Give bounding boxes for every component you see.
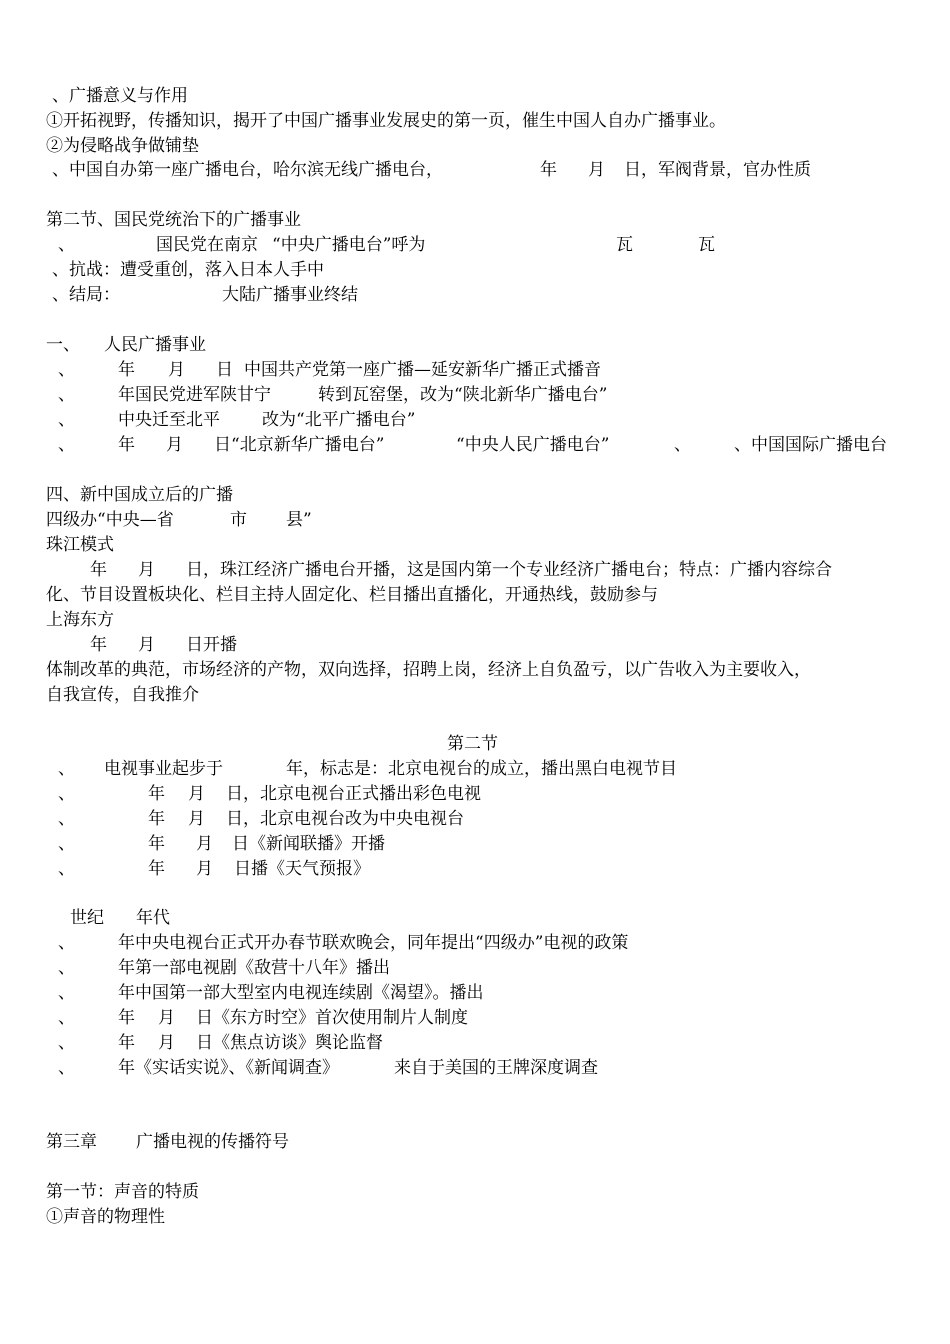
text-line: ②为侵略战争做铺垫 [46,136,199,156]
text-line: 、 [58,933,75,953]
text-line: 日 [216,360,233,380]
text-line: 大陆广播事业终结 [222,285,358,305]
text-line: 电视事业起步于 [104,759,223,779]
section-heading: 第一节：声音的特质 [46,1182,199,1202]
text-line: 、 [58,809,75,829]
text-line: 年第一部电视剧《敌营十八年》播出 [118,958,390,978]
text-line: 年，标志是：北京电视台的成立，播出黑白电视节目 [286,759,677,779]
text-line: 年《实话实说》、《新闻调查》 [118,1058,339,1078]
text-line: 、 [58,1008,75,1028]
text-line: 化、节目设置板块化、栏目主持人固定化、栏目播出直播化，开通热线，鼓励参与 [46,585,658,605]
text-line: 月 [188,809,205,829]
text-line: 日，军阀背景，官办性质 [624,160,811,180]
chapter-heading: 第三章 [46,1132,97,1152]
text-line: 、 [674,435,691,455]
text-line: 年代 [136,908,170,928]
text-line: 、 [58,859,75,879]
text-line: 、 [58,958,75,978]
text-line: 月 [588,160,605,180]
text-line: 日《新闻联播》开播 [232,834,385,854]
text-line: 、中国自办第一座广播电台，哈尔滨无线广播电台， [52,160,443,180]
text-line: 年中国第一部大型室内电视连续剧《渴望》。播出 [118,983,484,1003]
text-line: 日开播 [186,635,237,655]
text-line: 年 [90,560,107,580]
text-line: 改为“北平广播电台” [262,410,416,430]
text-line: 日，珠江经济广播电台开播，这是国内第一个专业经济广播电台；特点：广播内容综合 [186,560,832,580]
text-line: 年 [118,1033,135,1053]
text-line: 、中国国际广播电台 [734,435,887,455]
text-line: 年 [90,635,107,655]
text-line: 年 [148,834,165,854]
text-line: “中央人民广播电台” [456,435,610,455]
text-line: 年 [118,1008,135,1028]
text-line: 、 [58,1058,75,1078]
section-heading: 一、 [46,335,80,355]
text-line: 珠江模式 [46,535,114,555]
text-line: 月 [196,834,213,854]
text-line: 、 [58,983,75,1003]
text-line: 年中央电视台正式开办春节联欢晚会，同年提出“四级办”电视的政策 [118,933,629,953]
text-line: 自我宣传，自我推介 [46,685,199,705]
text-line: 中国共产党第一座广播—延安新华广播正式播音 [244,360,601,380]
text-line: 日《焦点访谈》舆论监督 [196,1033,383,1053]
text-line: 年 [148,784,165,804]
text-line: 月 [168,360,185,380]
text-line: 月 [166,435,183,455]
text-line: 年 [118,435,135,455]
text-line: 、 [58,784,75,804]
section-heading: 四、新中国成立后的广播 [46,485,233,505]
text-line: 、 [58,235,75,255]
text-line: 市 [230,510,247,530]
text-line: 年 [148,859,165,879]
text-line: 中央迁至北平 [118,410,220,430]
text-line: 转到瓦窑堡，改为“陕北新华广播电台” [318,385,608,405]
text-line: “中央广播电台”呼为 [272,235,426,255]
text-line: 日，北京电视台正式播出彩色电视 [226,784,481,804]
text-line: 体制改革的典范，市场经济的产物，双向选择，招聘上岗，经济上自负盈亏，以广告收入为主要收入， [46,660,811,680]
text-line: ①开拓视野，传播知识，揭开了中国广播事业发展史的第一页，催生中国人自办广播事业。 [46,111,726,131]
text-line: 日播《天气预报》 [234,859,370,879]
section-heading: 第二节、国民党统治下的广播事业 [46,210,301,230]
text-line: 、广播意义与作用 [52,86,188,106]
text-line: 、结局： [52,285,120,305]
text-line: 四级办“中央—省 [46,510,174,530]
text-line: 、 [58,385,75,405]
text-line: 瓦 [698,235,715,255]
section-heading: 人民广播事业 [104,335,206,355]
text-line: 月 [138,635,155,655]
text-line: 、 [58,435,75,455]
text-line: 年国民党进军陕甘宁 [118,385,271,405]
text-line: 月 [188,784,205,804]
text-line: 日，北京电视台改为中央电视台 [226,809,464,829]
text-line: 月 [138,560,155,580]
text-line: 、 [58,1033,75,1053]
text-line: 县” [286,510,312,530]
text-line: 年 [148,809,165,829]
text-line: 、 [58,759,75,779]
text-line: 年 [540,160,557,180]
text-line: 上海东方 [46,610,114,630]
chapter-heading: 广播电视的传播符号 [136,1132,289,1152]
text-line: 世纪 [70,908,104,928]
text-line: 日“北京新华广播电台” [214,435,385,455]
text-line: 、 [58,410,75,430]
text-line: 、抗战：遭受重创，落入日本人手中 [52,260,324,280]
text-line: 日《东方时空》首次使用制片人制度 [196,1008,468,1028]
text-line: 月 [158,1008,175,1028]
text-line: 月 [196,859,213,879]
text-line: 年 [118,360,135,380]
text-line: 、 [58,360,75,380]
text-line: 、 [58,834,75,854]
text-line: 国民党在南京 [156,235,258,255]
text-line: 来自于美国的王牌深度调查 [394,1058,598,1078]
text-line: ①声音的物理性 [46,1207,165,1227]
section-heading: 第二节 [447,734,498,754]
text-line: 瓦 [616,235,633,255]
text-line: 月 [158,1033,175,1053]
